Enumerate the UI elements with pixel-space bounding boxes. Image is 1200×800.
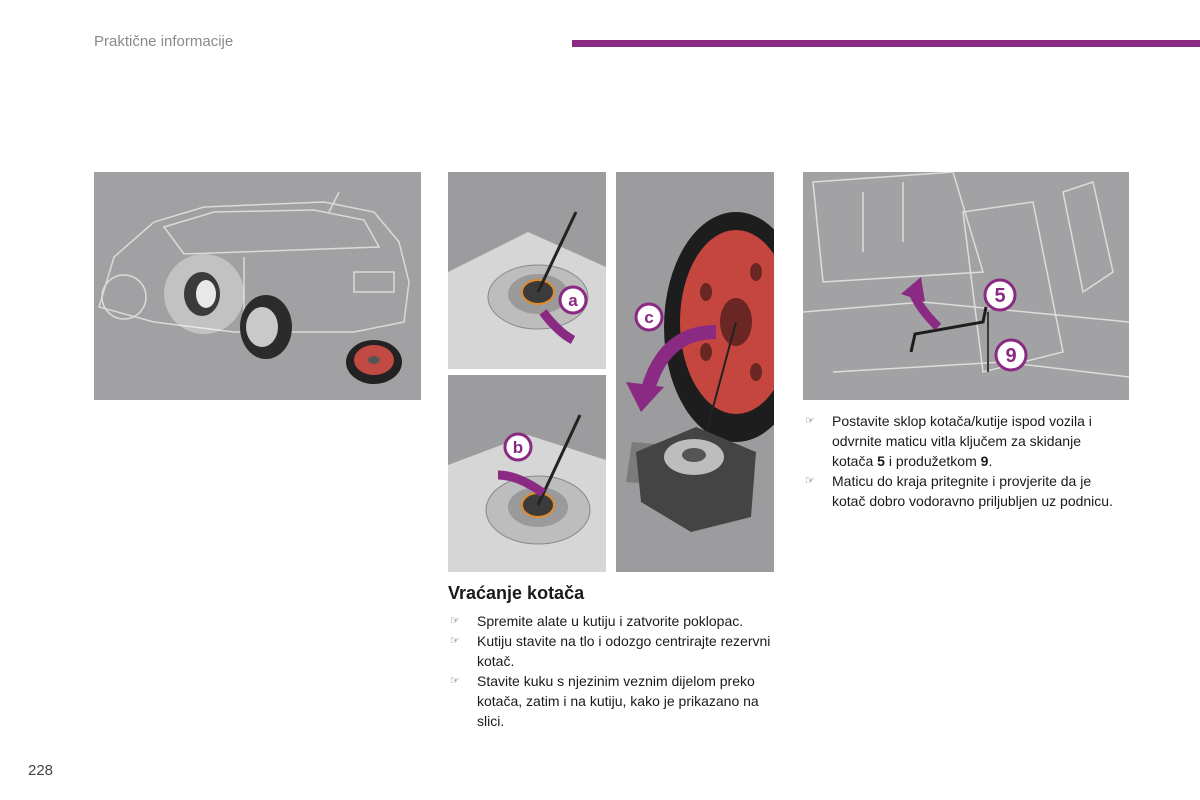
pointing-hand-icon: ☞ — [450, 615, 460, 627]
winch-instructions-list — [803, 411, 1123, 511]
list-item-text: Postavite sklop kotača/kutije ispod vozila i odvrnite maticu vitla ključem za skidanje kotača 5 i produžetkom 9. — [832, 413, 1092, 469]
tool-5-label: 5 — [994, 285, 1006, 307]
pointing-hand-icon: ☞ — [805, 415, 815, 427]
list-item — [448, 671, 778, 731]
section-title: Vraćanje kotača — [448, 583, 585, 603]
pointing-hand-icon: ☞ — [450, 635, 460, 647]
instructions-list — [448, 611, 778, 731]
tool-9-label: 9 — [1005, 345, 1017, 367]
trunk-tools-illustration — [803, 172, 1129, 400]
pointing-hand-icon: ☞ — [450, 675, 460, 687]
header-accent-bar — [572, 40, 1200, 47]
list-item-text: Kutiju stavite na tlo i odozgo centrirajte rezervni kotač. — [477, 633, 771, 669]
pointing-hand-icon: ☞ — [805, 475, 815, 487]
list-item — [448, 611, 778, 631]
header-title: Praktične informacije — [94, 33, 234, 50]
list-item-text: Maticu do kraja pritegnite i provjerite da je kotač dobro vodoravno priljubljen uz podnicu. — [832, 473, 1113, 509]
step-b-label: b — [512, 438, 524, 457]
tool-number-5: 5 — [877, 453, 885, 469]
step-b-illustration — [448, 375, 606, 572]
list-item — [448, 631, 778, 671]
list-item-text: Spremite alate u kutiju i zatvorite poklopac. — [477, 613, 744, 629]
step-a-illustration — [448, 172, 606, 369]
step-c-illustration — [616, 172, 774, 572]
step-a-label: a — [568, 291, 578, 310]
list-item — [803, 411, 1123, 471]
list-item-text: Stavite kuku s njezinim veznim dijelom preko kotača, zatim i na kutiju, kako je prikazano na slici. — [477, 673, 759, 729]
page-number: 228 — [28, 762, 54, 779]
tool-number-9: 9 — [980, 453, 989, 469]
list-item — [803, 471, 1123, 511]
step-c-label: c — [644, 308, 654, 327]
car-spare-wheel-illustration — [94, 172, 421, 400]
